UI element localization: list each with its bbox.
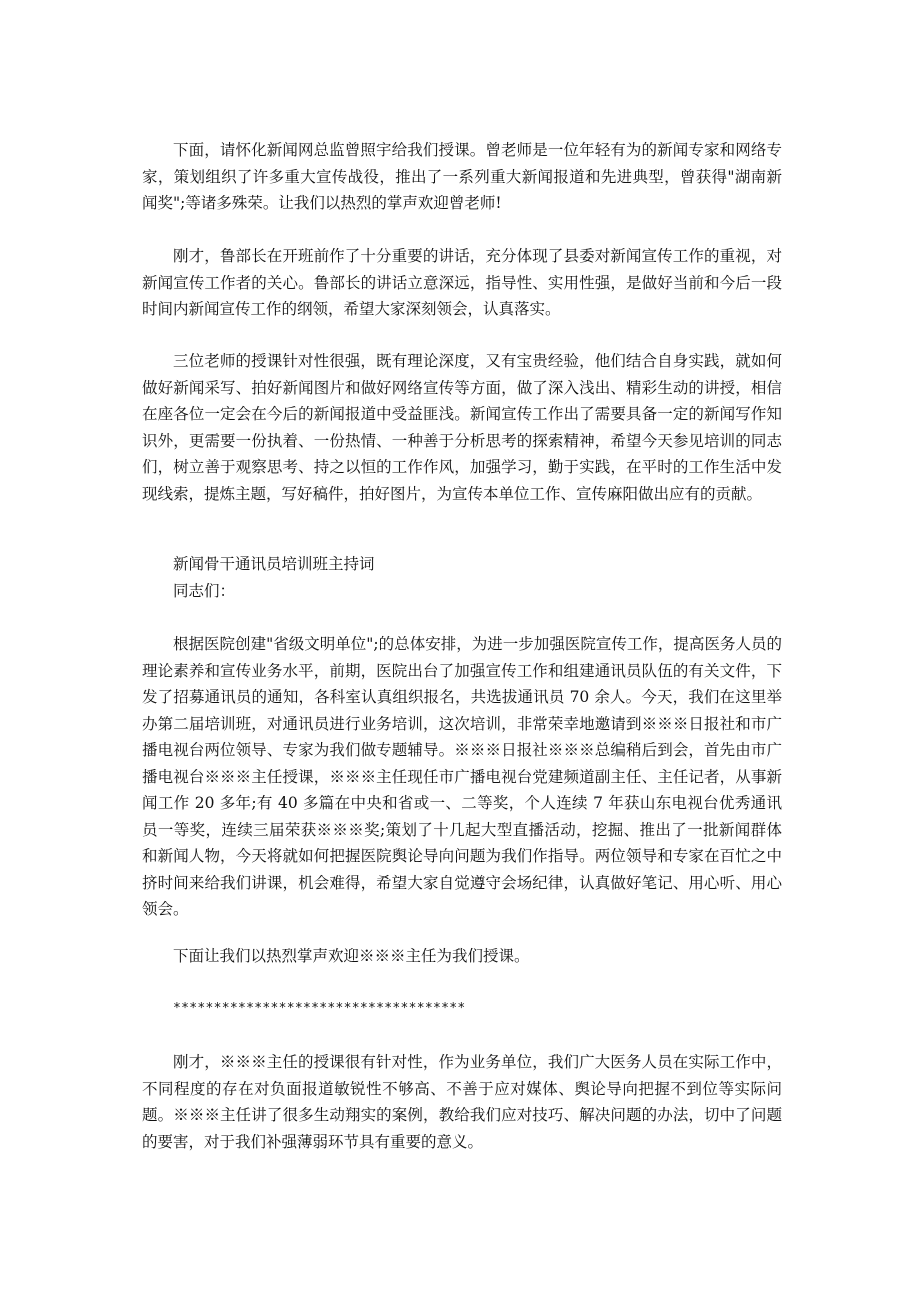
paragraph-5: 下面让我们以热烈掌声欢迎※※※主任为我们授课。 (173, 947, 530, 965)
paragraph-3: 三位老师的授课针对性很强，既有理论深度，又有宝贵经验，他们结合自身实践，就如何做好新闻采写、拍好新闻图片和做好网络宣传等方面，做了深入浅出、精彩生动的讲授，相信在座各位一定会在今后的新闻报道中受益匪浅。新闻宣传工作出了需要具备一定的新闻写作知识外，更需要一份执着、一份热情、一种善于分析思考的探索精神，希望今天参见培训的同志们，树立善于观察思考、持之以恒的工作作风，加强学习，勤于实践，在平时的工作生活中发现线索，提炼主题，写好稿件，拍好图片，为宣传本单位工作、宣传麻阳做出应有的贡献。 (142, 352, 782, 503)
salutation: 同志们： (173, 582, 236, 600)
paragraph-6: 刚才，※※※主任的授课很有针对性，作为业务单位，我们广大医务人员在实际工作中，不同程度的存在对负面报道敏锐性不够高、不善于应对媒体、舆论导向把握不到位等实际问题。※※※主任讲了很多生动翔实的案例，教给我们应对技巧、解决问题的办法，切中了问题的要害，对于我们补强薄弱环节具有重要的意义。 (142, 1053, 782, 1151)
separator-line: ************************************ (173, 1001, 466, 1016)
paragraph-4: 根据医院创建"省级文明单位";的总体安排，为进一步加强医院宣传工作，提高医务人员的理论素养和宣传业务水平，前期，医院出台了加强宣传工作和组建通讯员队伍的有关文件，下发了招募通讯员的通知，各科室认真组织报名，共选拔通讯员 70 余人。今天，我们在这里举办第二届培训班，对通讯员进行业务培训，这次培训，非常荣幸地邀请到※※※日报社和市广播电视台两位领导、专家为我们做专题辅导。※※※日报社※※※总编稍后到会，首先由市广播电视台※※※主任授课，※※※主任现任市广播电视台党建频道副主任、主任记者，从事新闻工作 20 多年;有 40 多篇在中央和省或一、二等奖，个人连续 7 年获山东电视台优秀通讯员一等奖，连续三届荣获※※※奖;策划了十几起大型直播活动，挖掘、推出了一批新闻群体和新闻人物，今天将就如何把握医院舆论导向问题为我们作指导。两位领导和专家在百忙之中挤时间来给我们讲课，机会难得，希望大家自觉遵守会场纪律，认真做好笔记、用心听、用心领会。 (142, 635, 782, 918)
paragraph-2: 刚才，鲁部长在开班前作了十分重要的讲话，充分体现了县委对新闻宣传工作的重视，对新闻宣传工作者的关心。鲁部长的讲话立意深远，指导性、实用性强，是做好当前和今后一段时间内新闻宣传工作的纲领，希望大家深刻领会，认真落实。 (142, 247, 782, 318)
section-heading: 新闻骨干通讯员培训班主持词 (173, 555, 375, 573)
paragraph-1: 下面，请怀化新闻网总监曾照宇给我们授课。曾老师是一位年轻有为的新闻专家和网络专家，策划组织了许多重大宣传战役，推出了一系列重大新闻报道和先进典型，曾获得"湖南新闻奖";等诸多殊荣。让我们以热烈的掌声欢迎曾老师! (142, 141, 782, 212)
